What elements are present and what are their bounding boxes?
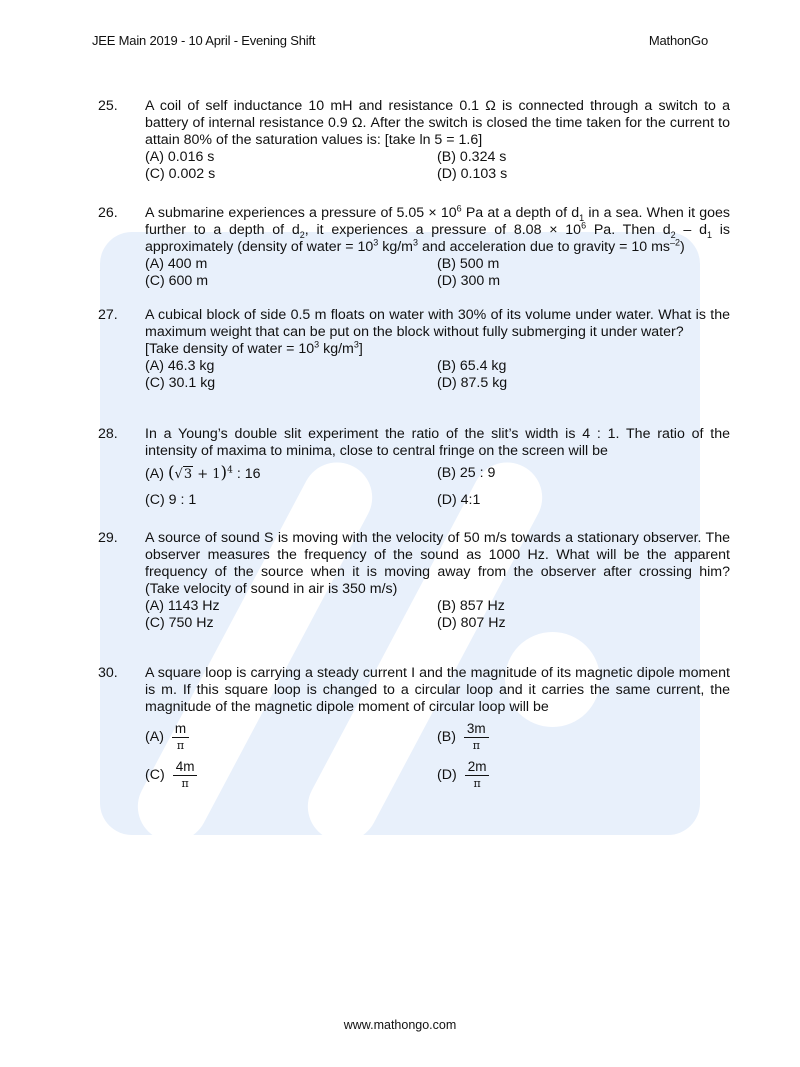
question-27 [98, 307, 730, 392]
options [145, 465, 730, 509]
question-number: 26. [98, 205, 118, 221]
question-25 [98, 98, 730, 183]
exam-title: JEE Main 2019 - 10 April - Evening Shift [92, 33, 316, 48]
question-text: A coil of self inductance 10 mH and resistance 0.1 Ω is connected through a switch to a battery of internal resistance 0.9 Ω. After the switch is closed the time taken for the current to attain 80% of the saturation values is: [take ln 5 = 1.6] [145, 98, 730, 148]
fraction: $\frac{4m}{\pi}$ [173, 759, 198, 792]
option-a[interactable]: (A) 46.3 kg [145, 358, 215, 374]
option-c[interactable]: (C) 600 m [145, 273, 209, 289]
question-text: A source of sound S is moving with the velocity of 50 m/s towards a stationary observer. The observer measures the frequency of the sound as 1000 Hz. What will be the apparent frequency of the source when it is moving away from the observer after crossing him? [145, 530, 730, 580]
math-expression: $(√3 + 1)^4$ [167, 463, 233, 483]
option-c[interactable]: (C) $\frac{4m}{\pi}$ [145, 756, 437, 794]
option-a[interactable]: (A) $\frac{m}{\pi}$ [145, 718, 437, 756]
question-28 [98, 426, 730, 509]
fraction: $\frac{3m}{\pi}$ [464, 721, 489, 754]
question-number: 27. [98, 307, 118, 323]
question-number: 30. [98, 665, 118, 681]
option-b[interactable]: (B) 500 m [437, 256, 500, 272]
question-text: In a Young’s double slit experiment the ratio of the slit’s width is 4 : 1. The ratio of the intensity of maxima to minima, close to central fringe on the screen will be [145, 426, 730, 459]
question-text: A cubical block of side 0.5 m floats on water with 30% of its volume under water. What is the maximum weight that can be put on the block without fully submerging it under water? [145, 307, 730, 340]
option-a[interactable]: (A) 400 m [145, 256, 208, 272]
option-b[interactable]: (B) 25 : 9 [437, 465, 496, 481]
option-b[interactable]: (B) 65.4 kg [437, 358, 507, 374]
option-a[interactable]: (A) 1143 Hz [145, 598, 220, 614]
footer-url[interactable]: www.mathongo.com [343, 1018, 457, 1032]
option-b[interactable]: (B) 857 Hz [437, 598, 505, 614]
question-note: [Take density of water = $10^3$ $kg/m^3$] [145, 339, 363, 357]
option-d[interactable]: (D) 0.103 s [437, 166, 508, 182]
option-a[interactable]: (A) $(√3 + 1)^4$ : 16 [145, 463, 261, 483]
option-b[interactable]: (B) 0.324 s [437, 149, 507, 165]
option-d[interactable]: (D) 87.5 kg [437, 375, 508, 391]
option-c[interactable]: (C) 750 Hz [145, 615, 214, 631]
options [145, 598, 730, 632]
fraction: $\frac{2m}{\pi}$ [465, 759, 490, 792]
option-c[interactable]: (C) 30.1 kg [145, 375, 216, 391]
options [145, 149, 730, 183]
question-text: A square loop is carrying a steady current I and the magnitude of its magnetic dipole moment is m. If this square loop is changed to a circular loop and it carries the same current, the magnitude of the magnetic dipole moment of circular loop will be [145, 665, 730, 715]
options [145, 358, 730, 392]
option-c[interactable]: (C) 0.002 s [145, 166, 216, 182]
option-b[interactable]: (B) $\frac{3m}{\pi}$ [437, 718, 729, 756]
question-number: 25. [98, 98, 118, 114]
question-text: A submarine experiences a pressure of $5.05 \times 10^6$ Pa at a depth of $d_1$ in a sea. When it goes further to a depth of $d_2$, it experiences a pressure of $8.08 \times 10^6$ Pa. Then $d_2 - d_1$ is approximately (density of water = $10^3$ $kg/m^3$ and acceleration due to gravity = 10 $ms^{-2}$) [145, 203, 730, 255]
question-30 [98, 665, 730, 794]
option-d[interactable]: (D) 807 Hz [437, 615, 506, 631]
option-d[interactable]: (D) $\frac{2m}{\pi}$ [437, 756, 729, 794]
option-d[interactable]: (D) 4:1 [437, 492, 481, 508]
option-c[interactable]: (C) 9 : 1 [145, 492, 197, 508]
question-note: (Take velocity of sound in air is 350 m/s) [145, 581, 398, 597]
option-d[interactable]: (D) 300 m [437, 273, 501, 289]
option-a[interactable]: (A) 0.016 s [145, 149, 215, 165]
question-number: 28. [98, 426, 118, 442]
brand-name: MathonGo [648, 33, 708, 48]
question-29 [98, 530, 730, 632]
page-header [92, 33, 708, 51]
options [145, 718, 730, 794]
options [145, 256, 730, 290]
question-26 [98, 205, 730, 290]
question-number: 29. [98, 530, 118, 546]
fraction: $\frac{m}{\pi}$ [172, 721, 189, 754]
